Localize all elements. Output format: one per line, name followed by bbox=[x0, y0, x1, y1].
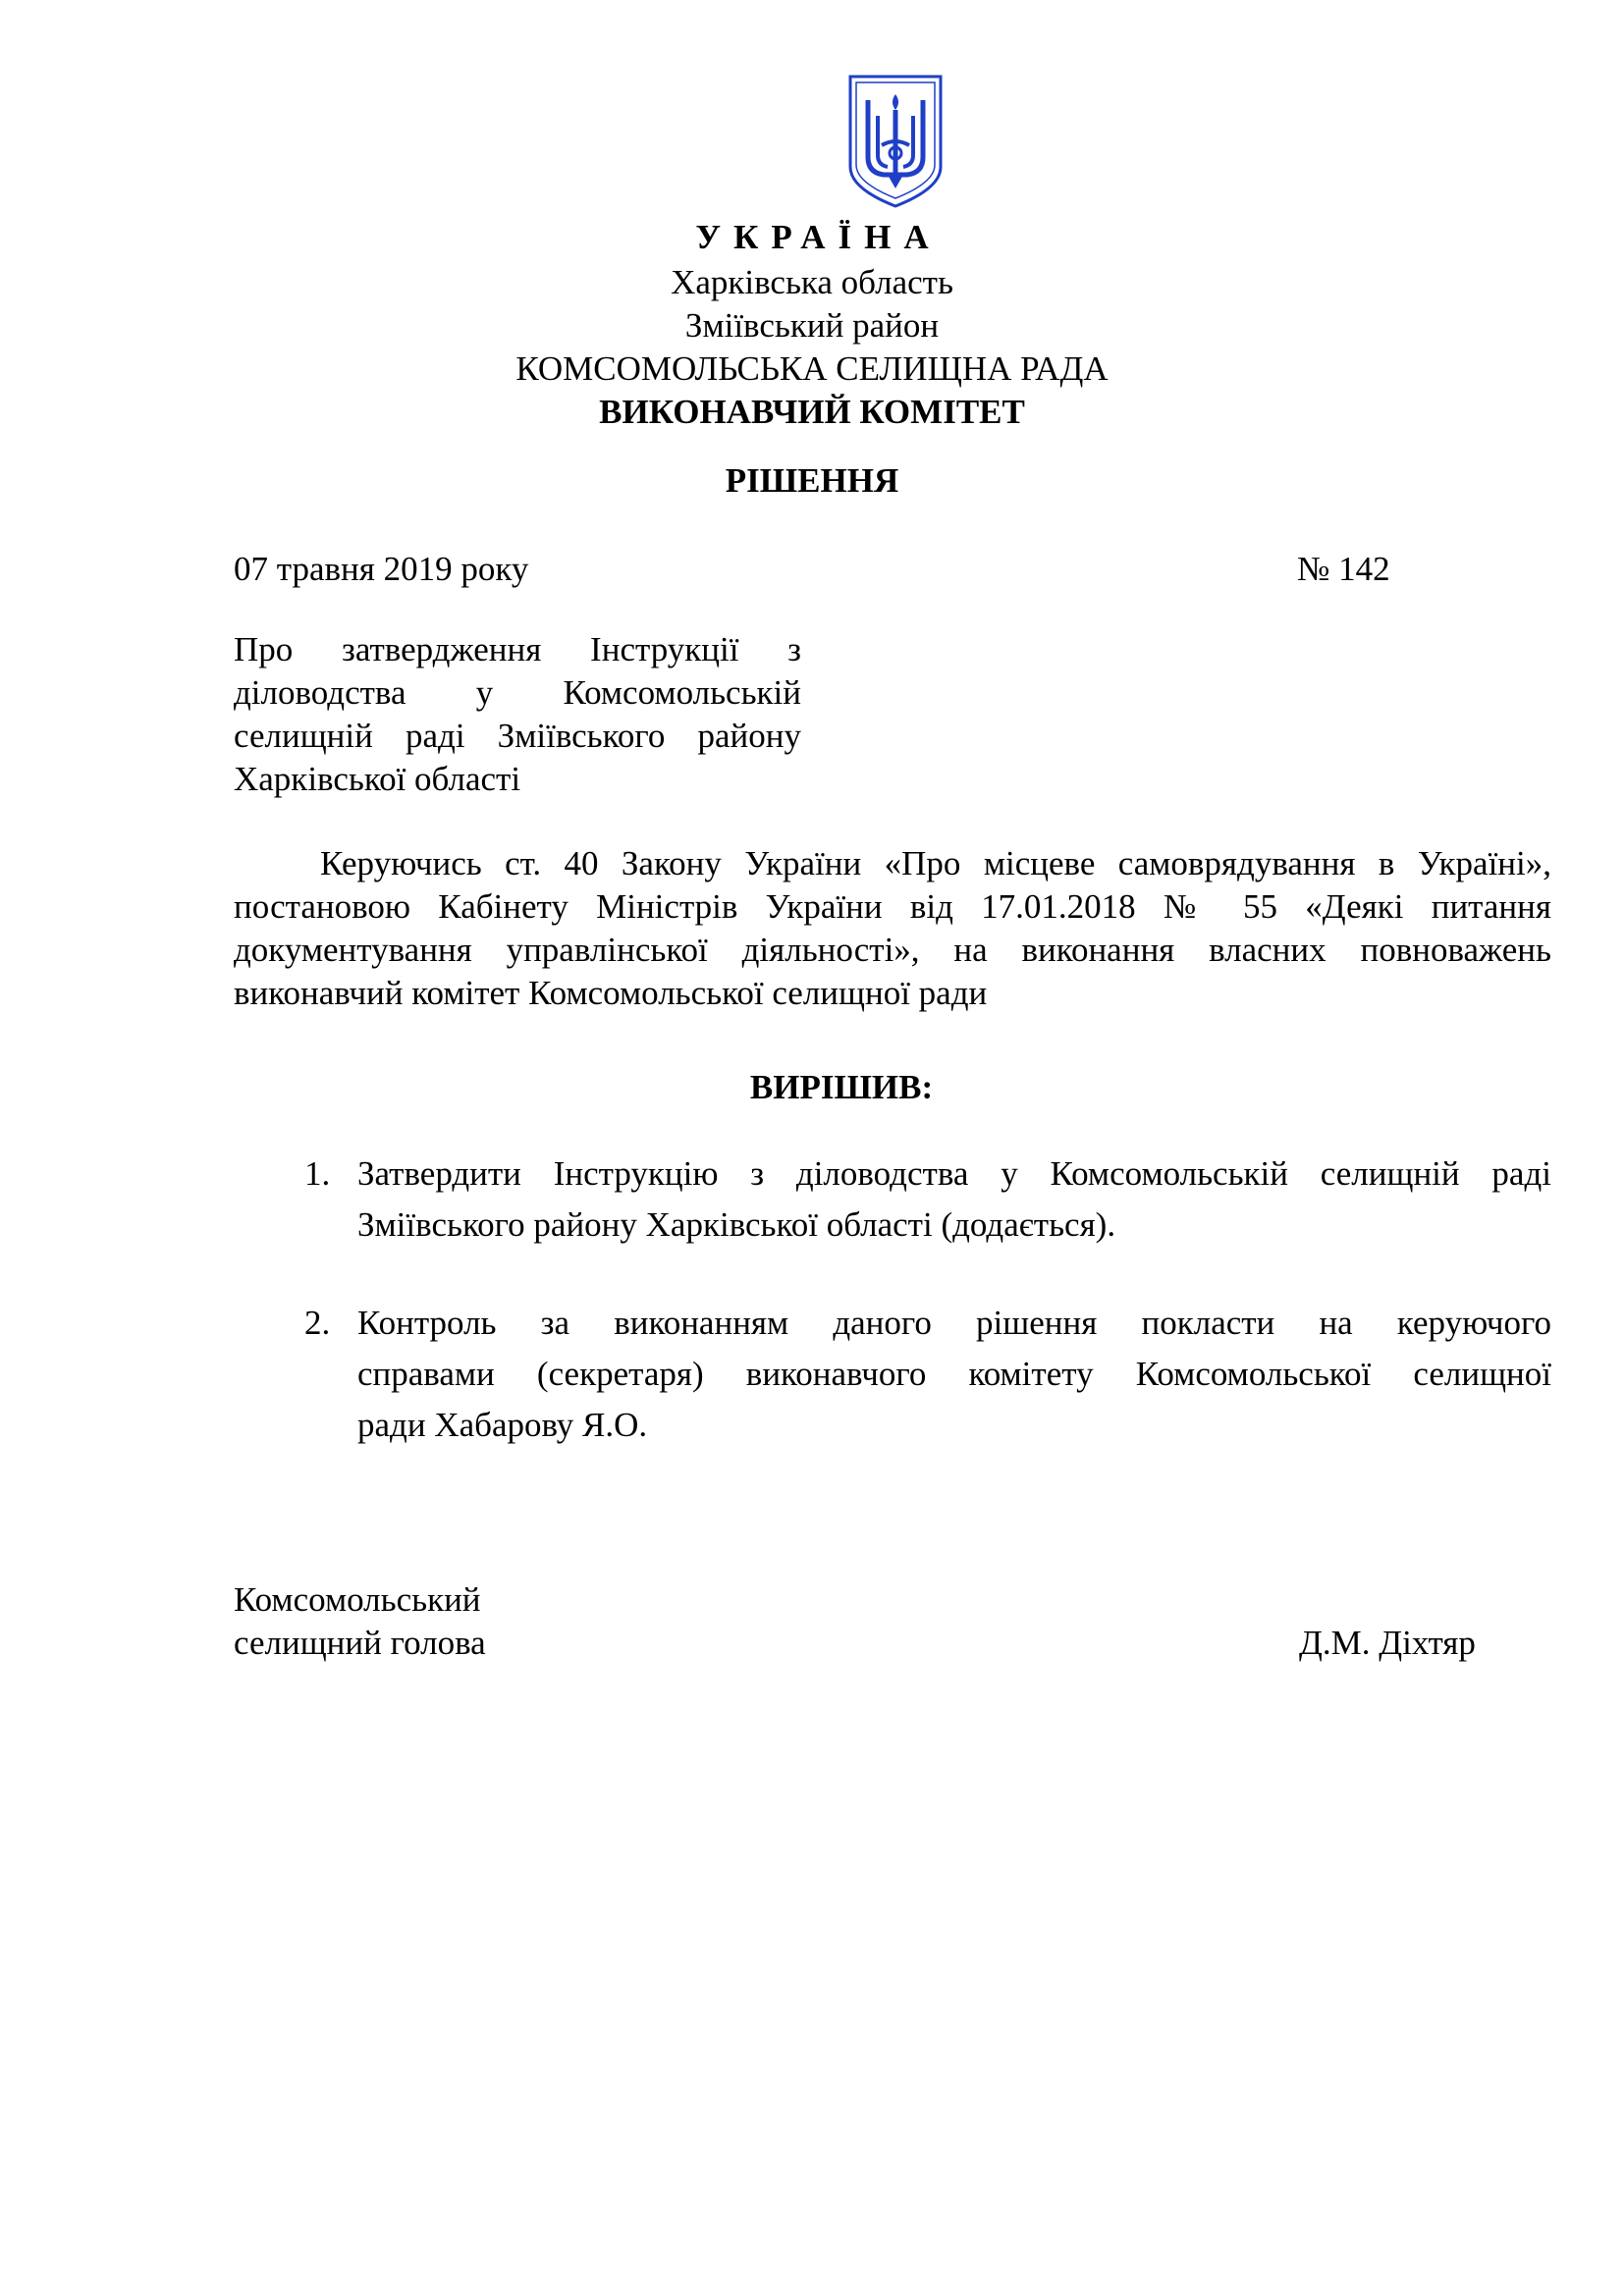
preamble-line: документування управлінської діяльності», на виконання власних повноважень bbox=[234, 931, 1551, 969]
subject-line: селищній раді Зміївського району bbox=[234, 717, 801, 755]
item-line: Зміївського району Харківської області (додається). bbox=[357, 1205, 1116, 1244]
subject-line: Про затвердження Інструкції з bbox=[234, 630, 801, 668]
item-number: 1. bbox=[304, 1154, 331, 1193]
item-line: справами (секретаря) виконавчого комітету Комсомольської селищної bbox=[357, 1355, 1551, 1393]
item-line: ради Хабарову Я.О. bbox=[357, 1406, 648, 1444]
item-text bbox=[357, 1298, 1551, 1451]
preamble-line: виконавчий комітет Комсомольської селищної ради bbox=[234, 974, 988, 1012]
executive-body-name: ВИКОНАВЧИЙ КОМІТЕТ bbox=[599, 393, 1025, 431]
signatory-title bbox=[234, 1578, 486, 1665]
document-header bbox=[0, 214, 1624, 434]
region-name: Харківська область bbox=[671, 263, 953, 301]
item-line: Затвердити Інструкцію з діловодства у Комсомольській селищній раді bbox=[357, 1154, 1551, 1193]
subject-line: діловодства у Комсомольській bbox=[234, 673, 801, 712]
item-text bbox=[357, 1148, 1551, 1251]
preamble-paragraph bbox=[234, 842, 1551, 1015]
coat-of-arms-of-ukraine-icon bbox=[846, 73, 945, 210]
decided-heading: ВИРІШИВ: bbox=[749, 1068, 934, 1106]
document-subject bbox=[234, 628, 801, 801]
decision-item bbox=[304, 1148, 1551, 1251]
item-number: 2. bbox=[304, 1304, 331, 1342]
preamble-line: постановою Кабінету Міністрів України від 17.01.2018 № 55 «Деякі питання bbox=[234, 887, 1551, 926]
item-line: Контроль за виконанням даного рішення покласти на керуючого bbox=[357, 1304, 1551, 1342]
document-date: 07 травня 2019 року bbox=[234, 550, 529, 588]
preamble-line: Керуючись ст. 40 Закону України «Про місцеве самоврядування в Україні», bbox=[320, 844, 1551, 882]
decision-item bbox=[304, 1298, 1551, 1451]
signatory-title-line: Комсомольський bbox=[234, 1580, 481, 1619]
document-number: № 142 bbox=[1297, 550, 1390, 588]
council-name: КОМСОМОЛЬСЬКА СЕЛИЩНА РАДА bbox=[515, 349, 1109, 388]
document-type: РІШЕННЯ bbox=[725, 461, 899, 500]
signatory-title-line: селищний голова bbox=[234, 1624, 486, 1662]
subject-line: Харківської області bbox=[234, 760, 521, 798]
signatory-name: Д.М. Діхтяр bbox=[1299, 1624, 1476, 1662]
country-name: УКРАЇНА bbox=[695, 218, 942, 256]
district-name: Зміївський район bbox=[684, 306, 940, 345]
